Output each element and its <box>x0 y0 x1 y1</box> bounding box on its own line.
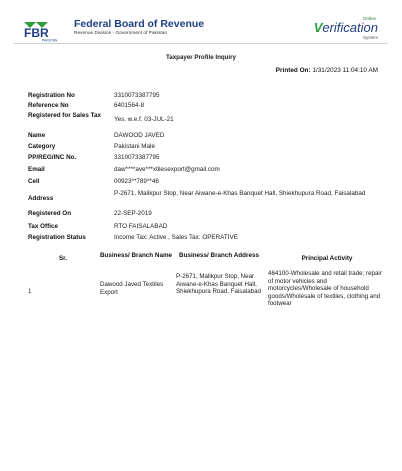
document-title: Taxpayer Profile Inquiry <box>165 54 237 61</box>
detail-label: Cell <box>28 178 40 185</box>
verification-logo <box>314 20 378 35</box>
org-name: Federal Board of Revenue <box>74 18 205 30</box>
col-header-principal-activity: Principal Activity <box>301 255 353 262</box>
fbr-logo-sub: PAKISTAN <box>42 38 58 42</box>
verification-check-icon: V <box>313 20 323 35</box>
printed-on-value: 1/31/2023 11:04:10 AM <box>312 67 378 74</box>
detail-value: 6401564-8 <box>114 102 145 109</box>
table-cell-branch-address: P-2671, Malikpur Stop, Near Aiwane-e-Khas Banquet Hall, Shiekhupura Road, Faisalabad <box>176 273 261 296</box>
detail-label: Registered On <box>28 210 72 217</box>
detail-label: Registration No <box>28 92 75 99</box>
detail-label: Address <box>28 195 54 202</box>
detail-value: Pakistani Male <box>114 143 155 150</box>
detail-label: Tax Office <box>28 223 58 230</box>
printed-on <box>276 67 378 74</box>
header-divider <box>14 43 388 44</box>
printed-on-label: Printed On: <box>275 67 311 74</box>
detail-label: Registration Status <box>28 234 86 241</box>
fbr-logo-text: FBR <box>24 26 49 40</box>
verification-online-label: Online <box>362 16 376 21</box>
detail-label: Registered for Sales Tax <box>28 112 102 119</box>
verification-system-label: System <box>362 35 378 40</box>
detail-label: Reference No <box>28 102 69 109</box>
detail-label: PP/REG/INC No. <box>28 154 77 161</box>
detail-label: Email <box>28 166 45 173</box>
detail-value: Yes. w.e.f. 03-JUL-21 <box>114 116 174 123</box>
detail-value: P-2671, Malikpur Stop, Near Aiwane-e-Khas Banquet Hall, Shiekhupura Road, Faisalabad <box>114 190 366 197</box>
detail-value: 00923**789**46 <box>114 178 159 185</box>
verification-word: erification <box>322 20 378 35</box>
detail-value: 22-SEP-2019 <box>114 210 152 217</box>
col-header-branch-name: Business/ Branch Name <box>99 252 173 259</box>
detail-label: Name <box>28 132 46 139</box>
table-cell-principal-activity: 464100-Wholesale and retail trade; repair of motor vehicles and motorcycles/Wholesale of household goods/Wholesale of textiles, clothing and footwear <box>268 270 382 308</box>
org-subtitle: Revenue Division - Government of Pakistan <box>74 31 168 36</box>
table-cell-sr: 1 <box>28 288 32 295</box>
detail-label: Category <box>28 143 56 150</box>
header <box>14 16 388 42</box>
detail-value: Income Tax: Active , Sales Tax: OPERATIVE <box>114 234 238 241</box>
detail-value: daw****ave***xtilesexport@gmail.com <box>114 166 220 173</box>
fbr-logo <box>22 20 62 42</box>
detail-value: RTO FAISALABAD <box>114 223 168 230</box>
detail-value: DAWOOD JAVED <box>114 132 165 139</box>
detail-value: 3310073387795 <box>114 154 160 161</box>
col-header-sr: Sr. <box>58 255 68 262</box>
table-cell-branch-name: Dawood Javed Textiles Export <box>100 281 164 296</box>
detail-value: 3310073387795 <box>114 92 160 99</box>
col-header-branch-address: Business/ Branch Address <box>179 252 259 259</box>
